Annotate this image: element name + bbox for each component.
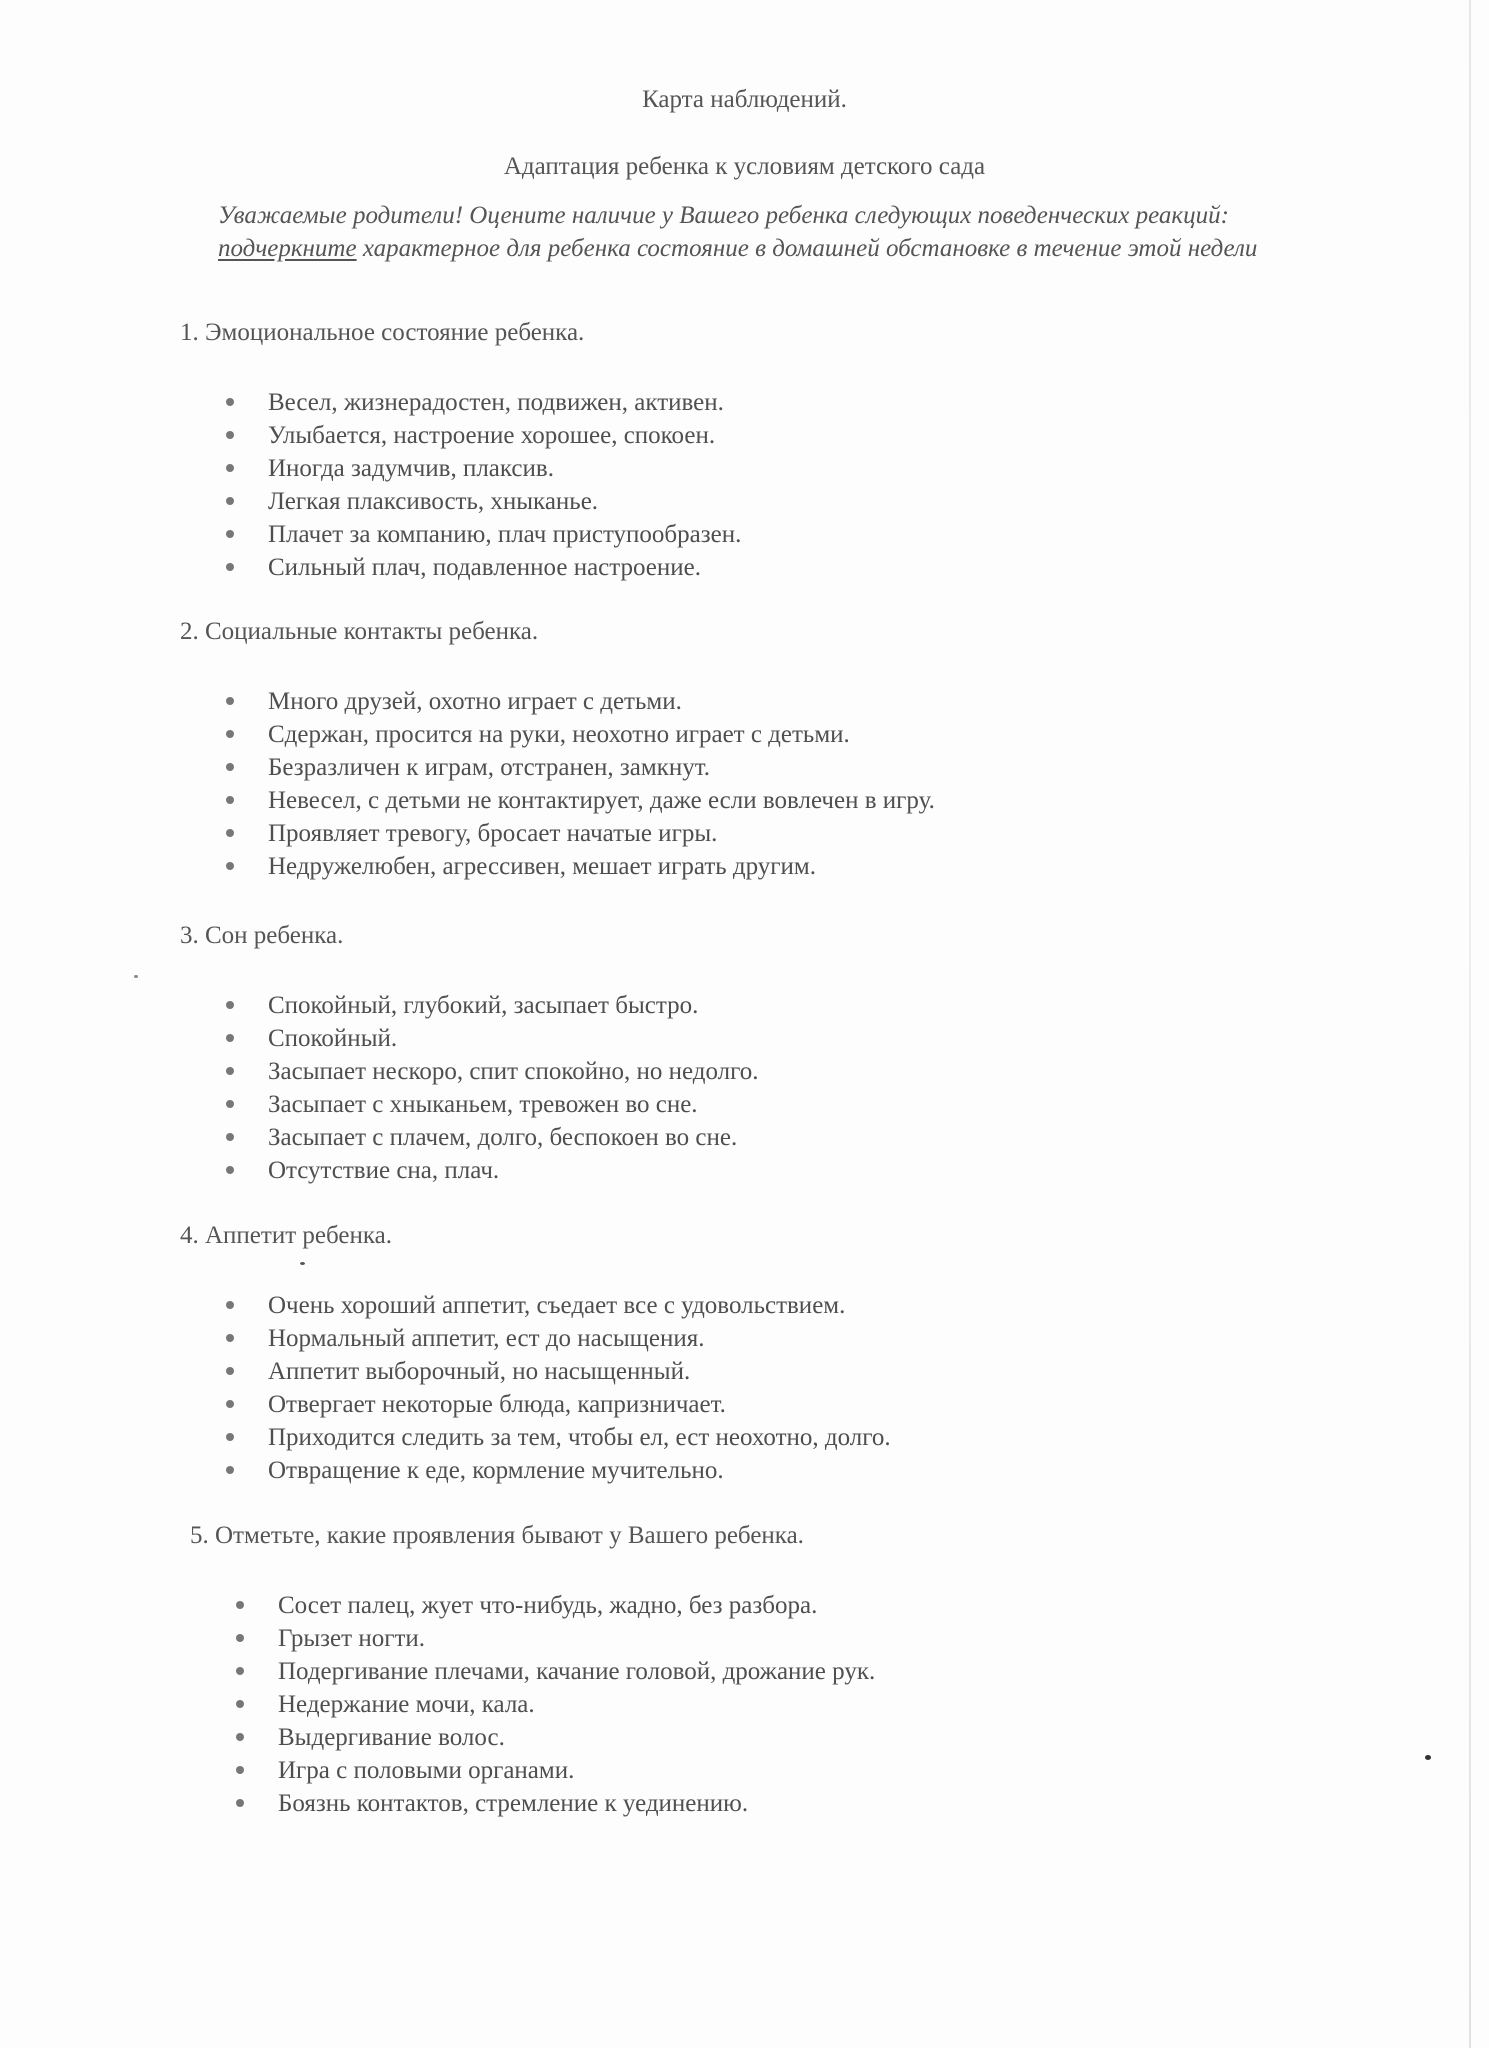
list-item (226, 551, 1280, 584)
bullet-icon (226, 1067, 234, 1075)
list-item (226, 1121, 1280, 1154)
bullet-icon (226, 730, 234, 738)
bullet-icon (226, 1466, 234, 1474)
item-text: Нормальный аппетит, ест до насыщения. (268, 1325, 705, 1352)
section-manifestations (190, 1521, 1290, 1820)
document-subtitle: Адаптация ребенка к условиям детского сада (503, 153, 986, 180)
item-text: Сосет палец, жует что-нибудь, жадно, без разбора. (278, 1592, 818, 1619)
item-text: Отвращение к еде, кормление мучительно. (268, 1457, 724, 1484)
list-item (226, 1322, 1280, 1355)
bullet-icon (226, 1001, 234, 1009)
item-text: Засыпает с хныканьем, тревожен во сне. (268, 1091, 698, 1118)
item-text: Игра с половыми органами. (278, 1757, 575, 1784)
bullet-icon (226, 796, 234, 804)
scan-speck (1425, 1755, 1431, 1760)
list-item (236, 1787, 1290, 1820)
item-list (190, 1589, 1290, 1820)
item-text: Иногда задумчив, плаксив. (268, 455, 554, 482)
list-item (226, 1022, 1280, 1055)
item-text: Плачет за компанию, плач приступообразен. (268, 521, 742, 548)
bullet-icon (226, 1301, 234, 1309)
bullet-icon (236, 1799, 244, 1807)
section-sleep (180, 921, 1280, 1187)
section-title: 4. Аппетит ребенка. (180, 1222, 392, 1249)
item-list (180, 685, 1280, 883)
intro-text-start: Уважаемые родители! Оцените наличие у Вашего ребенка следующих поведенческих реакций: (218, 202, 1229, 229)
bullet-icon (236, 1700, 244, 1708)
bullet-icon (226, 1133, 234, 1141)
item-text: Подергивание плечами, качание головой, дрожание рук. (278, 1658, 876, 1685)
bullet-icon (236, 1634, 244, 1642)
item-text: Много друзей, охотно играет с детьми. (268, 688, 682, 715)
item-text: Легкая плаксивость, хныканье. (268, 488, 599, 515)
bullet-icon (226, 431, 234, 439)
bullet-icon (226, 862, 234, 870)
item-list (180, 386, 1280, 584)
list-item (226, 1088, 1280, 1121)
item-list (180, 989, 1280, 1187)
item-text: Приходится следить за тем, чтобы ел, ест неохотно, долго. (268, 1424, 891, 1451)
bullet-icon (236, 1601, 244, 1609)
section-title: 3. Сон ребенка. (180, 922, 344, 949)
list-item (226, 1388, 1280, 1421)
list-item (226, 850, 1280, 883)
item-text: Невесел, с детьми не контактирует, даже если вовлечен в игру. (268, 787, 935, 814)
item-text: Сильный плач, подавленное настроение. (268, 554, 701, 581)
bullet-icon (226, 530, 234, 538)
item-text: Безразличен к играм, отстранен, замкнут. (268, 754, 710, 781)
document-title: Карта наблюдений. (642, 86, 847, 113)
item-text: Проявляет тревогу, бросает начатые игры. (268, 820, 718, 847)
item-text: Аппетит выборочный, но насыщенный. (268, 1358, 691, 1385)
intro-paragraph (218, 199, 1258, 265)
bullet-icon (226, 398, 234, 406)
list-item (236, 1688, 1290, 1721)
bullet-icon (226, 763, 234, 771)
list-item (226, 784, 1280, 817)
intro-text-end: характерное для ребенка состояние в домашней обстановке в течение этой недели (356, 235, 1258, 262)
list-item (236, 1622, 1290, 1655)
bullet-icon (226, 1100, 234, 1108)
item-text: Спокойный. (268, 1025, 398, 1052)
section-emotional-state (180, 318, 1280, 584)
list-item (226, 817, 1280, 850)
section-appetite (180, 1221, 1280, 1487)
list-item (226, 1154, 1280, 1187)
bullet-icon (226, 1367, 234, 1375)
scan-speck (300, 1262, 305, 1265)
item-text: Грызет ногти. (278, 1625, 426, 1652)
list-item (226, 518, 1280, 551)
item-text: Засыпает нескоро, спит спокойно, но недолго. (268, 1058, 759, 1085)
item-text: Отвергает некоторые блюда, капризничает. (268, 1391, 726, 1418)
list-item (226, 718, 1280, 751)
bullet-icon (226, 829, 234, 837)
item-text: Спокойный, глубокий, засыпает быстро. (268, 992, 699, 1019)
item-text: Улыбается, настроение хорошее, спокоен. (268, 422, 716, 449)
list-item (226, 1421, 1280, 1454)
bullet-icon (226, 1334, 234, 1342)
item-text: Сдержан, просится на руки, неохотно играет с детьми. (268, 721, 850, 748)
bullet-icon (226, 1166, 234, 1174)
bullet-icon (226, 563, 234, 571)
section-title: 5. Отметьте, какие проявления бывают у Вашего ребенка. (190, 1522, 804, 1549)
item-text: Выдергивание волос. (278, 1724, 505, 1751)
scan-speck (134, 975, 138, 978)
list-item (226, 1055, 1280, 1088)
bullet-icon (226, 464, 234, 472)
list-item (226, 419, 1280, 452)
list-item (226, 1355, 1280, 1388)
item-text: Недружелюбен, агрессивен, мешает играть другим. (268, 853, 816, 880)
bullet-icon (236, 1733, 244, 1741)
item-text: Весел, жизнерадостен, подвижен, активен. (268, 389, 724, 416)
list-item (226, 1454, 1280, 1487)
section-social-contacts (180, 617, 1280, 883)
list-item (226, 1289, 1280, 1322)
list-item (226, 386, 1280, 419)
list-item (236, 1754, 1290, 1787)
intro-underlined-word: подчеркните (218, 235, 357, 262)
list-item (226, 989, 1280, 1022)
list-item (226, 685, 1280, 718)
list-item (226, 751, 1280, 784)
scan-edge (1469, 0, 1471, 2048)
list-item (236, 1589, 1290, 1622)
item-text: Засыпает с плачем, долго, беспокоен во сне. (268, 1124, 738, 1151)
list-item (226, 452, 1280, 485)
bullet-icon (226, 1433, 234, 1441)
item-text: Отсутствие сна, плач. (268, 1157, 500, 1184)
list-item (236, 1655, 1290, 1688)
item-text: Очень хороший аппетит, съедает все с удовольствием. (268, 1292, 846, 1319)
item-text: Боязнь контактов, стремление к уединению. (278, 1790, 749, 1817)
item-text: Недержание мочи, кала. (278, 1691, 535, 1718)
bullet-icon (226, 1400, 234, 1408)
bullet-icon (226, 697, 234, 705)
bullet-icon (226, 497, 234, 505)
list-item (236, 1721, 1290, 1754)
item-list (180, 1289, 1280, 1487)
bullet-icon (226, 1034, 234, 1042)
section-title: 2. Социальные контакты ребенка. (180, 618, 539, 645)
section-title: 1. Эмоциональное состояние ребенка. (180, 319, 585, 346)
bullet-icon (236, 1766, 244, 1774)
list-item (226, 485, 1280, 518)
bullet-icon (236, 1667, 244, 1675)
